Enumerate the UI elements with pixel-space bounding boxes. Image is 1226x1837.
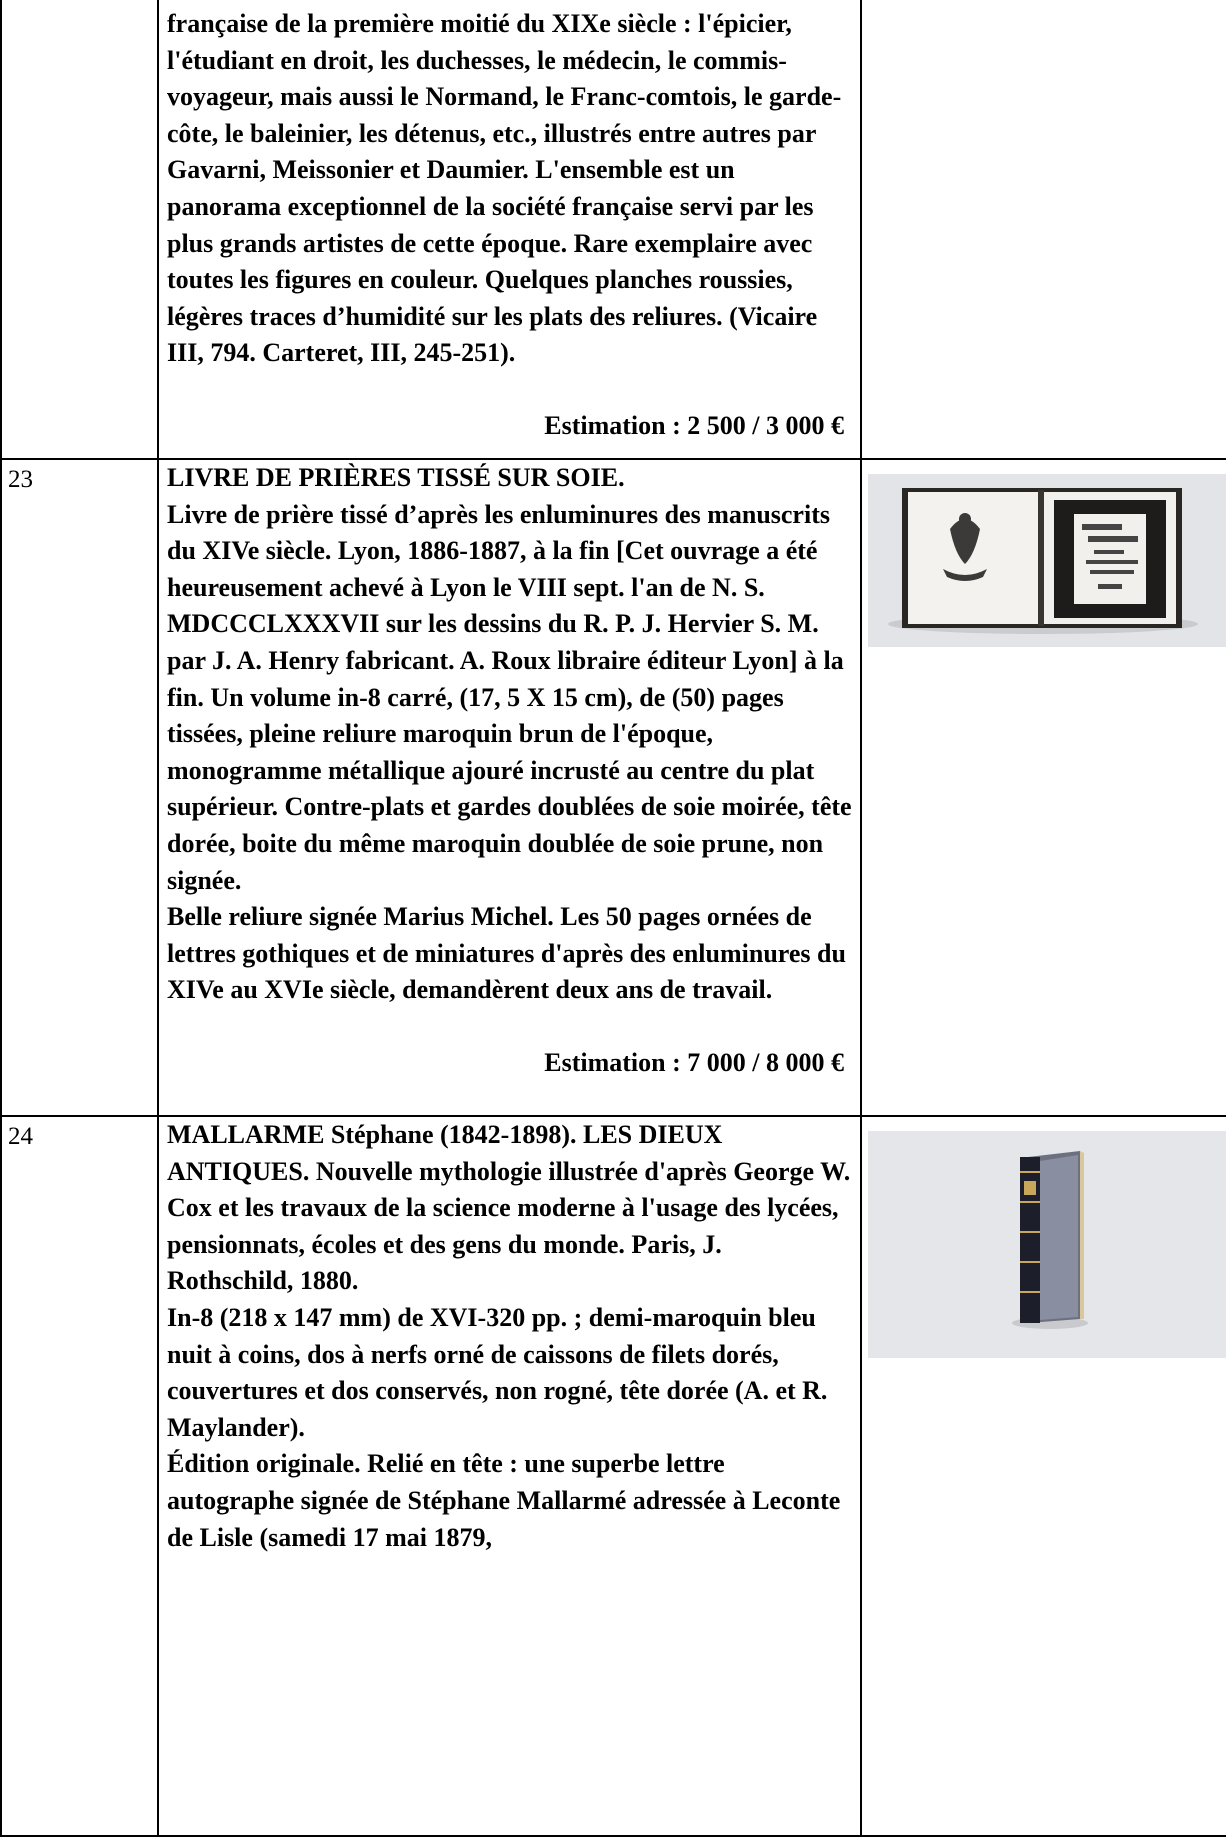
lot-description-text: Édition originale. Relié en tête : une superbe lettre autographe signée de Stéphane Mallarmé adressée à Leconte de Lisle (samedi 17 mai 1879,: [167, 1449, 841, 1552]
lot-image-cell: [861, 0, 1226, 459]
lot-number: [1, 0, 158, 459]
lot-description: [158, 1116, 861, 1836]
lot-description-text: française de la première moitié du XIXe siècle : l'épicier, l'étudiant en droit, les duchesses, le médecin, le commis-voyageur, mais aussi le Normand, le Franc-comtois, le garde-côte, le baleinier, les détenus, etc., illustrés entre autres par Gavarni, Meissonier et Daumier. L'ensemble est un panorama exceptionnel de la société française servi par les plus grands artistes de cette époque. Rare exemplaire avec toutes les figures en couleur. Quelques planches roussies, légères traces d’humidité sur les plats des reliures. (Vicaire III, 794. Carteret, III, 245-251).: [167, 9, 842, 368]
lot-estimation: Estimation : 2 500 / 3 000 €: [544, 410, 844, 440]
lot-description-text: In-8 (218 x 147 mm) de XVI-320 pp. ; demi-maroquin bleu nuit à coins, dos à nerfs orné de caissons de filets dorés, couvertures et dos conservés, non rogné, tête dorée (A. et R. Maylander).: [167, 1302, 828, 1442]
lot-image-cell: [861, 459, 1226, 1116]
lot-description-text: Livre de prière tissé d’après les enluminures des manuscrits du XIVe siècle. Lyon, 1886-1887, à la fin [Cet ouvrage a été heureusement achevé à Lyon le VIII sept. l'an de N. S. MDCCCLXXXVII sur les dessins du R. P. J. Hervier S. M. par J. A. Henry fabricant. A. Roux libraire éditeur Lyon] à la fin. Un volume in-8 carré, (17, 5 X 15 cm), de (50) pages tissées, pleine reliure maroquin brun de l'époque, monogramme métallique ajouré incrusté au centre du plat supérieur. Contre-plats et gardes doublées de soie moirée, tête dorée, boite du même maroquin doublée de soie prune, non signée.: [167, 499, 852, 895]
lot-image-cell: [861, 1116, 1226, 1836]
lot-row: [1, 459, 1226, 1116]
lot-title: MALLARME Stéphane (1842-1898). LES DIEUX ANTIQUES. Nouvelle mythologie illustrée d'après George W. Cox et les travaux de la science moderne à l'usage des lycées, pensionnats, écoles et des gens du monde. Paris, J. Rothschild, 1880.: [167, 1120, 851, 1296]
open-prayer-book-photo: [868, 474, 1226, 647]
lot-number: 23: [1, 459, 158, 1116]
lot-number: 24: [1, 1116, 158, 1836]
lot-description: [158, 0, 861, 459]
lot-description-text: Belle reliure signée Marius Michel. Les 50 pages ornées de lettres gothiques et de miniatures d'après des enluminures du XIVe au XVIe siècle, demandèrent deux ans de travail.: [167, 902, 846, 1005]
lot-estimation: Estimation : 7 000 / 8 000 €: [544, 1047, 844, 1077]
lot-row: [1, 0, 1226, 459]
lot-title: LIVRE DE PRIÈRES TISSÉ SUR SOIE.: [167, 463, 625, 492]
standing-bound-book-photo: [868, 1131, 1226, 1358]
lot-row: [1, 1116, 1226, 1836]
lot-description: [158, 459, 861, 1116]
